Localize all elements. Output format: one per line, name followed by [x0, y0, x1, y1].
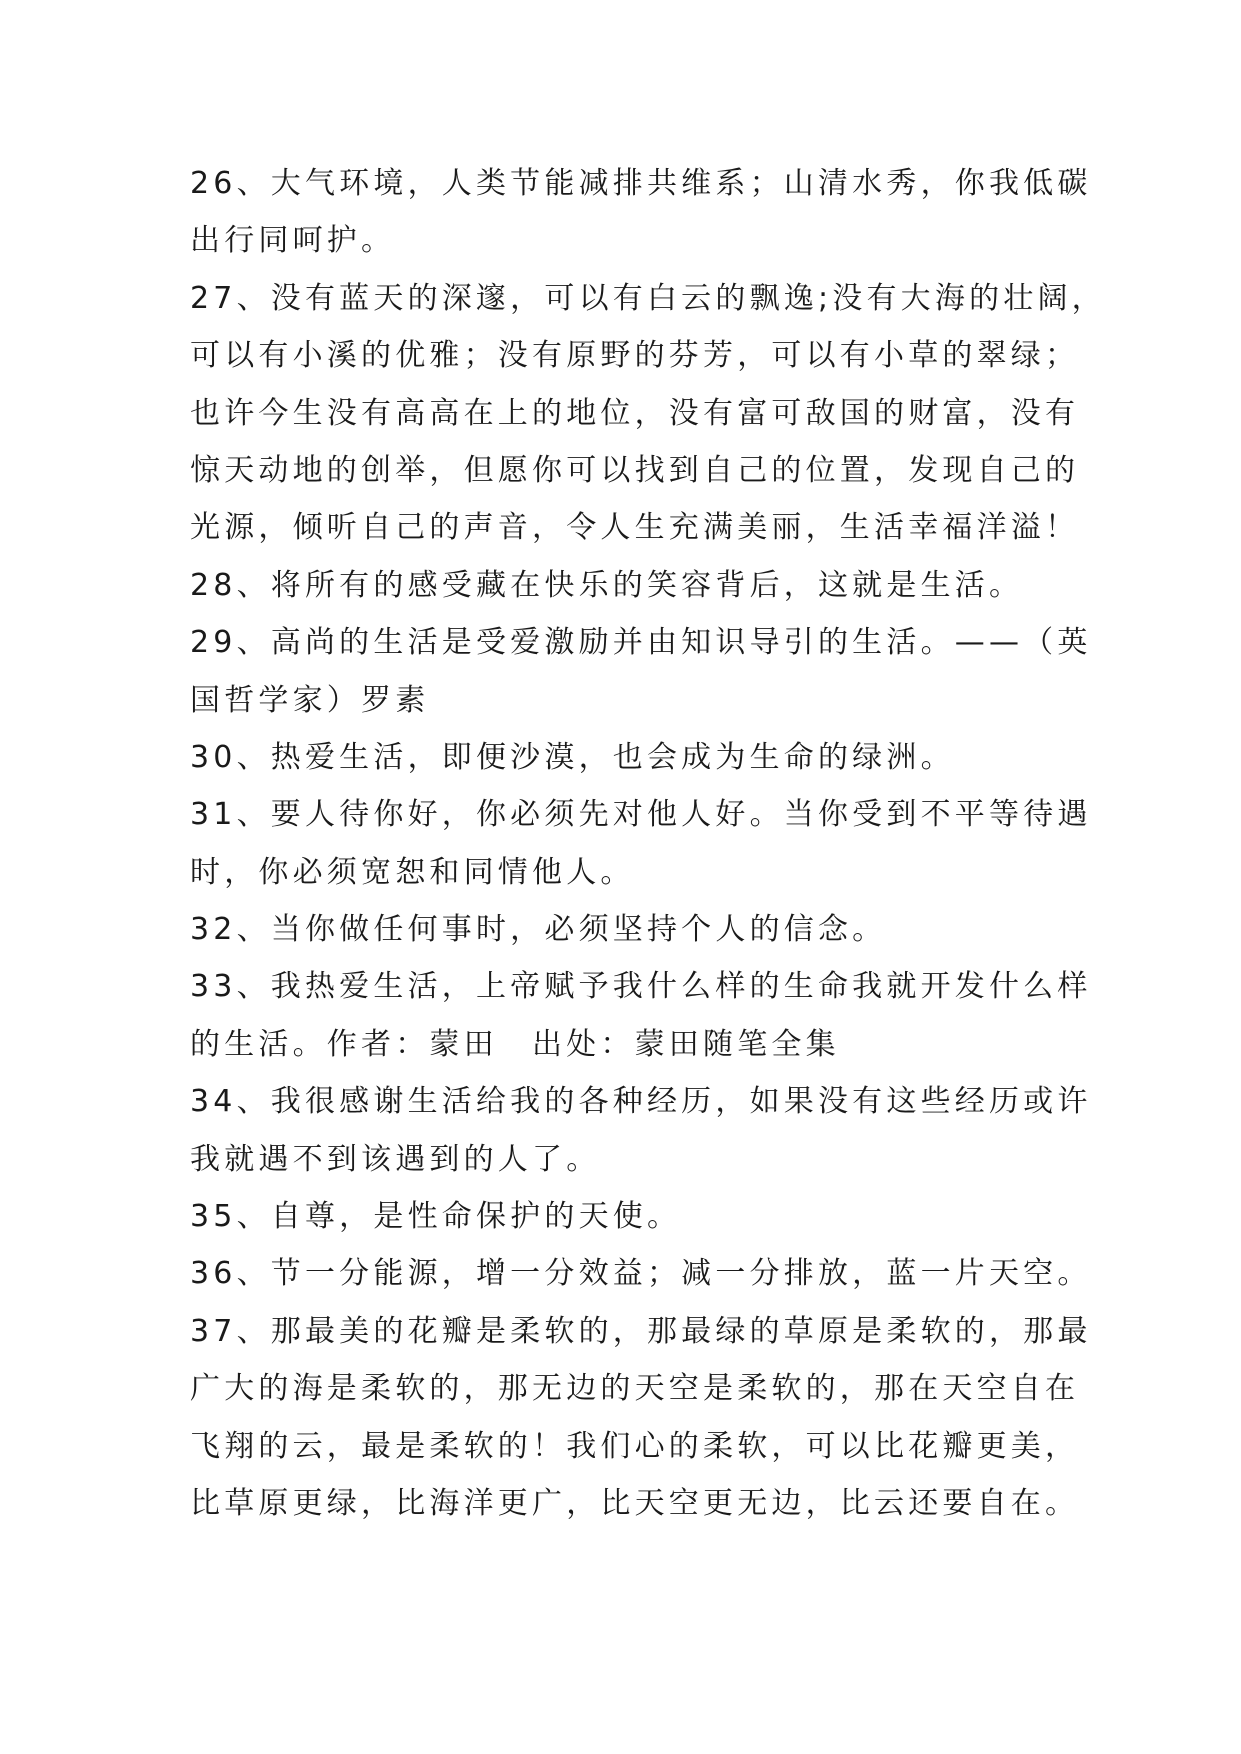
text-line: 时，你必须宽恕和同情他人。	[190, 854, 635, 890]
text-line: 我就遇不到该遇到的人了。	[190, 1141, 601, 1177]
text-line: 37、那最美的花瓣是柔软的，那最绿的草原是柔软的，那最	[190, 1313, 1092, 1349]
text-line: 32、当你做任何事时，必须坚持个人的信念。	[190, 912, 887, 948]
text-line: 34、我很感谢生活给我的各种经历，如果没有这些经历或许	[190, 1084, 1092, 1120]
text-line: 26、大气环境，人类节能减排共维系；山清水秀，你我低碳	[190, 166, 1092, 201]
text-line: 比草原更绿，比海洋更广，比天空更无边，比云还要自在。	[190, 1485, 1080, 1521]
text-line: 飞翔的云，最是柔软的！我们心的柔软，可以比花瓣更美，	[190, 1428, 1080, 1464]
text-line: 31、要人待你好，你必须先对他人好。当你受到不平等待遇	[190, 797, 1092, 833]
text-line: 惊天动地的创举，但愿你可以找到自己的位置，发现自己的	[190, 452, 1080, 488]
text-line: 广大的海是柔软的，那无边的天空是柔软的，那在天空自在	[190, 1371, 1080, 1407]
text-line: 光源，倾听自己的声音，令人生充满美丽，生活幸福洋溢！	[190, 510, 1080, 546]
text-line: 33、我热爱生活，上帝赋予我什么样的生命我就开发什么样	[190, 969, 1092, 1005]
text-line: 29、高尚的生活是受爱激励并由知识导引的生活。——（英	[190, 625, 1092, 661]
text-line: 35、自尊，是性命保护的天使。	[190, 1199, 682, 1235]
text-line: 可以有小溪的优雅；没有原野的芬芳，可以有小草的翠绿；	[190, 338, 1080, 374]
document-body	[190, 155, 1106, 1532]
text-line: 国哲学家）罗素	[190, 682, 430, 718]
text-line: 的生活。作者：蒙田 出处：蒙田随笔全集	[190, 1026, 840, 1062]
text-line: 28、将所有的感受藏在快乐的笑容背后，这就是生活。	[190, 567, 1024, 603]
text-line: 30、热爱生活，即便沙漠，也会成为生命的绿洲。	[190, 739, 955, 775]
text-line: 36、节一分能源，增一分效益；减一分排放，蓝一片天空。	[190, 1256, 1092, 1292]
text-line: 也许今生没有高高在上的地位，没有富可敌国的财富，没有	[190, 395, 1080, 431]
text-line: 27、没有蓝天的深邃，可以有白云的飘逸;没有大海的壮阔，	[190, 280, 1106, 316]
text-line: 出行同呵护。	[190, 223, 396, 259]
